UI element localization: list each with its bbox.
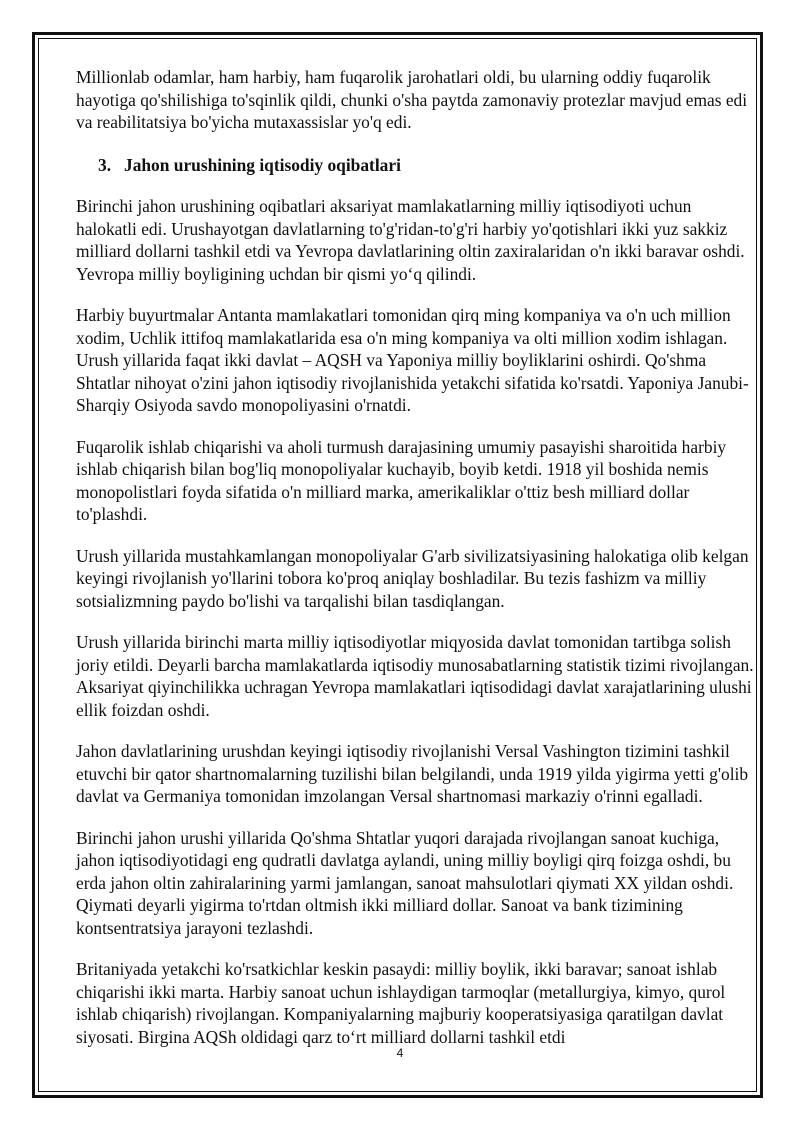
paragraph: Birinchi jahon urushining oqibatlari aksariyat mamlakatlarning milliy iqtisodiyoti uchun halokatli edi. Urushayotgan davlatlarning to'g'ridan-to'g'ri harbiy yo'qotishlari ikki yuz sakkiz milliard dollarni tashkil etdi va Yevropa davlatlarining oltin zaxiralaridan o'n ikki baravar oshdi. Yevropa milliy boyligining uchdan bir qismi yo‘q qilindi. <box>76 196 745 284</box>
paragraph: Birinchi jahon urushi yillarida Qo'shma Shtatlar yuqori darajada rivojlangan sanoat kuchiga, jahon iqtisodiyotidagi eng qudratli davlatga aylandi, uning milliy boyligi qirq foizga oshdi, bu erda jahon oltin zahiralarining yarmi jamlangan, sanoat mahsulotlari qiymati XX yildan oshdi. Qiymati deyarli yigirma to'rtdan oltmish ikki milliard dollar. Sanoat va bank tizimining kontsentratsiya jarayoni tezlashdi. <box>76 827 734 938</box>
page-content <box>76 66 756 1067</box>
page-number: 4 <box>396 1046 404 1060</box>
section-heading-number: 3. <box>98 154 112 175</box>
paragraph: Fuqarolik ishlab chiqarishi va aholi turmush darajasining umumiy pasayishi sharoitida harbiy ishlab chiqarish bilan bog'liq monopoliyalar kuchayib, boyib ketdi. 1918 yil boshida nemis monopolistlari foyda sifatida o'n milliard marka, amerikaliklar o'ttiz besh milliard dollar to'plashdi. <box>76 436 727 524</box>
paragraph-intro: Millionlab odamlar, ham harbiy, ham fuqarolik jarohatlari oldi, bu ularning oddiy fuqarolik hayotiga qo'shilishiga to'sqinlik qildi, chunki o'sha paytda zamonaviy protezlar mavjud emas edi va reabilitatsiya bo'yicha mutaxassislar yo'q edi. <box>76 67 748 132</box>
paragraph: Harbiy buyurtmalar Antanta mamlakatlari tomonidan qirq ming kompaniya va o'n uch million xodim, Uchlik ittifoq mamlakatlarida esa o'n ming kompaniya va olti million xodim ishlagan. Urush yillarida faqat ikki davlat – AQSH va Yaponiya milliy boyliklarini oshirdi. Qo'shma Shtatlar nihoyat o'zini jahon iqtisodiy rivojlanishida yetakchi sifatida ko'rsatdi. Yaponiya Janubi-Sharqiy Osiyoda savdo monopoliyasini o'rnatdi. <box>76 305 749 415</box>
section-heading <box>98 154 756 177</box>
paragraph: Urush yillarida mustahkamlangan monopoliyalar G'arb sivilizatsiyasining halokatiga olib kelgan keyingi rivojlanish yo'llarini tobora ko'proq aniqlay boshladilar. Bu tezis fashizm va milliy sotsializmning paydo bo'lishi va tarqalishi bilan tasdiqlangan. <box>76 545 749 611</box>
paragraph: Urush yillarida birinchi marta milliy iqtisodiyotlar miqyosida davlat tomonidan tartibga solish joriy etildi. Deyarli barcha mamlakatlarda iqtisodiy munosabatlarning statistik tizimi rivojlangan. Aksariyat qiyinchilikka uchragan Yevropa mamlakatlari iqtisodidagi davlat xarajatlarining ulushi ellik foizdan oshdi. <box>76 632 754 720</box>
paragraph: Jahon davlatlarining urushdan keyingi iqtisodiy rivojlanishi Versal Vashington tizimini tashkil etuvchi bir qator shartnomalarning tuzilishi bilan belgilandi, unda 1919 yilda yigirma yetti g'olib davlat va Germaniya tomonidan imzolangan Versal shartnomasi markaziy o'rinni egalladi. <box>76 741 749 806</box>
paragraph: Britaniyada yetakchi ko'rsatkichlar keskin pasaydi: milliy boylik, ikki baravar; sanoat ishlab chiqarishi ikki marta. Harbiy sanoat uchun ishlaydigan tarmoqlar (metallurgiya, kimyo, qurol ishlab chiqarish) rivojlangan. Kompaniyalarning majburiy kooperatsiyasiga qaratilgan davlat siyosati. Birgina AQSh oldidagi qarz to‘rt milliard dollarni tashkil etdi <box>76 959 726 1047</box>
section-heading-title: Jahon urushining iqtisodiy oqibatlari <box>124 154 401 175</box>
